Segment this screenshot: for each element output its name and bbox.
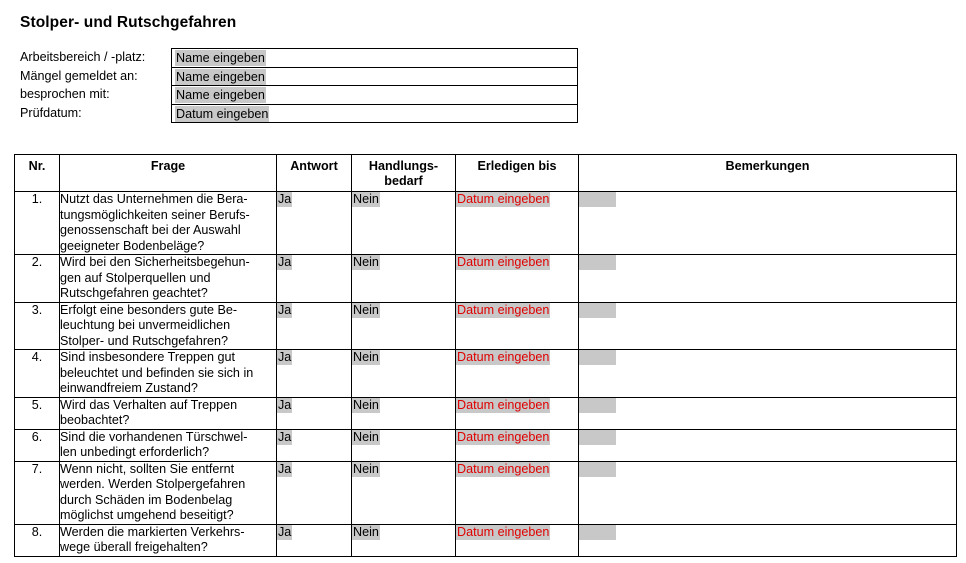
question-line: Wird das Verhalten auf Treppen [60, 397, 238, 412]
header-bemerkungen: Bemerkungen [579, 155, 957, 192]
meta-label: Prüfdatum: [20, 105, 82, 120]
question-cell [60, 524, 277, 556]
table-row [15, 429, 957, 461]
question-cell [60, 461, 277, 524]
header-antwort: Antwort [277, 155, 352, 192]
erledigen-cell [456, 461, 579, 524]
bemerkungen-field[interactable] [579, 255, 616, 270]
name-field[interactable]: Name eingeben [176, 69, 265, 84]
antwort-field[interactable]: Ja [278, 461, 292, 476]
bemerkungen-field[interactable] [579, 192, 616, 207]
checklist-table [14, 154, 957, 557]
erledigen-field[interactable]: Datum eingeben [457, 461, 550, 476]
bemerkungen-field[interactable] [579, 525, 616, 540]
table-row [15, 397, 957, 429]
meta-label: Arbeitsbereich / -platz: [20, 50, 146, 64]
header-handlungsbedarf-line2: bedarf [384, 174, 423, 188]
meta-input-box[interactable] [171, 48, 578, 67]
antwort-cell [277, 524, 352, 556]
header-handlungsbedarf-line1: Handlungs- [368, 159, 439, 173]
header-handlungsbedarf [352, 155, 456, 192]
antwort-cell [277, 255, 352, 303]
handlungsbedarf-field[interactable]: Nein [353, 397, 379, 412]
bemerkungen-cell [579, 461, 957, 524]
antwort-field[interactable]: Ja [278, 192, 292, 206]
bemerkungen-field[interactable] [579, 303, 616, 318]
question-line: genossenschaft bei der Auswahl [60, 223, 241, 237]
question-line: Rutschgefahren geachtet? [60, 286, 208, 300]
question-line: wege überall freigehalten? [60, 540, 208, 554]
erledigen-field[interactable]: Datum eingeben [457, 429, 550, 444]
erledigen-cell [456, 429, 579, 461]
handlungsbedarf-field[interactable]: Nein [353, 192, 379, 206]
question-line: Wenn nicht, sollten Sie entfernt [60, 461, 235, 476]
erledigen-field[interactable]: Datum eingeben [457, 397, 550, 412]
bemerkungen-cell [579, 302, 957, 350]
meta-input-box[interactable] [171, 85, 578, 104]
row-number: 4. [15, 350, 60, 398]
date-field[interactable]: Datum eingeben [176, 106, 269, 121]
erledigen-cell [456, 192, 579, 255]
antwort-field[interactable]: Ja [278, 397, 292, 412]
handlungsbedarf-field[interactable]: Nein [353, 255, 379, 269]
handlungsbedarf-field[interactable]: Nein [353, 429, 379, 444]
handlungsbedarf-field[interactable]: Nein [353, 461, 379, 476]
row-number: 1. [15, 192, 60, 255]
question-line: beobachtet? [60, 413, 130, 427]
bemerkungen-field[interactable] [579, 462, 616, 477]
meta-label: besprochen mit: [20, 87, 110, 101]
handlungsbedarf-cell [352, 461, 456, 524]
handlungsbedarf-cell [352, 302, 456, 350]
name-field[interactable]: Name eingeben [176, 51, 265, 65]
row-number: 2. [15, 255, 60, 303]
question-line: beleuchtet und befinden sie sich in [60, 365, 254, 380]
header-frage: Frage [60, 155, 277, 192]
handlungsbedarf-cell [352, 524, 456, 556]
question-line: Sind die vorhandenen Türschwel- [60, 429, 248, 444]
antwort-cell [277, 429, 352, 461]
question-line: Wird bei den Sicherheitsbegehun- [60, 255, 250, 269]
row-number: 6. [15, 429, 60, 461]
handlungsbedarf-cell [352, 429, 456, 461]
name-field[interactable]: Name eingeben [176, 88, 265, 102]
header-erledigen: Erledigen bis [456, 155, 579, 192]
question-cell [60, 429, 277, 461]
erledigen-field[interactable]: Datum eingeben [457, 524, 550, 539]
bemerkungen-cell [579, 255, 957, 303]
question-line: Erfolgt eine besonders gute Be- [60, 302, 238, 317]
antwort-field[interactable]: Ja [278, 255, 292, 269]
question-line: Stolper- und Rutschgefahren? [60, 333, 229, 348]
row-number: 3. [15, 302, 60, 350]
erledigen-field[interactable]: Datum eingeben [457, 255, 550, 269]
antwort-field[interactable]: Ja [278, 429, 292, 444]
handlungsbedarf-field[interactable]: Nein [353, 524, 379, 539]
table-row [15, 461, 957, 524]
question-cell [60, 255, 277, 303]
question-line: möglichst umgehend beseitigt? [60, 508, 234, 522]
question-line: Sind insbesondere Treppen gut [60, 350, 236, 364]
bemerkungen-cell [579, 192, 957, 255]
bemerkungen-cell [579, 397, 957, 429]
bemerkungen-field[interactable] [579, 430, 616, 445]
handlungsbedarf-cell [352, 350, 456, 398]
table-row [15, 192, 957, 255]
bemerkungen-cell [579, 429, 957, 461]
erledigen-field[interactable]: Datum eingeben [457, 192, 550, 206]
erledigen-cell [456, 397, 579, 429]
question-line: len unbedingt erforderlich? [60, 445, 210, 459]
erledigen-field[interactable]: Datum eingeben [457, 350, 550, 364]
table-header-row [15, 155, 957, 192]
table-row [15, 255, 957, 303]
question-line: durch Schäden im Bodenbelag [60, 492, 233, 507]
question-cell [60, 397, 277, 429]
bemerkungen-field[interactable] [579, 398, 616, 413]
handlungsbedarf-field[interactable]: Nein [353, 350, 379, 364]
antwort-cell [277, 461, 352, 524]
question-line: Werden die markierten Verkehrs- [60, 524, 245, 539]
handlungsbedarf-cell [352, 397, 456, 429]
handlungsbedarf-field[interactable]: Nein [353, 302, 379, 317]
question-line: leuchtung bei unvermeidlichen [60, 318, 231, 332]
meta-input-box[interactable] [171, 104, 578, 124]
erledigen-cell [456, 350, 579, 398]
erledigen-cell [456, 524, 579, 556]
handlungsbedarf-cell [352, 255, 456, 303]
page-title: Stolper- und Rutschgefahren [20, 14, 237, 31]
antwort-cell [277, 397, 352, 429]
question-cell [60, 192, 277, 255]
erledigen-cell [456, 302, 579, 350]
header-nr: Nr. [15, 155, 60, 192]
table-row [15, 302, 957, 350]
bemerkungen-cell [579, 524, 957, 556]
table-row [15, 350, 957, 398]
question-cell [60, 350, 277, 398]
table-row [15, 524, 957, 556]
erledigen-cell [456, 255, 579, 303]
erledigen-field[interactable]: Datum eingeben [457, 302, 550, 317]
bemerkungen-cell [579, 350, 957, 398]
question-line: gen auf Stolperquellen und [60, 270, 211, 285]
antwort-cell [277, 192, 352, 255]
question-cell [60, 302, 277, 350]
meta-input-box[interactable] [171, 67, 578, 86]
question-line: einwandfreiem Zustand? [60, 381, 198, 395]
antwort-field[interactable]: Ja [278, 524, 292, 539]
row-number: 5. [15, 397, 60, 429]
antwort-field[interactable]: Ja [278, 350, 292, 364]
bemerkungen-field[interactable] [579, 350, 616, 365]
handlungsbedarf-cell [352, 192, 456, 255]
antwort-cell [277, 350, 352, 398]
row-number: 7. [15, 461, 60, 524]
question-line: geeigneter Bodenbeläge? [60, 238, 205, 253]
question-line: Nutzt das Unternehmen die Bera- [60, 192, 248, 206]
question-line: werden. Werden Stolpergefahren [60, 477, 246, 491]
meta-label: Mängel gemeldet an: [20, 68, 138, 83]
question-line: tungsmöglichkeiten seiner Berufs- [60, 207, 250, 222]
antwort-cell [277, 302, 352, 350]
row-number: 8. [15, 524, 60, 556]
antwort-field[interactable]: Ja [278, 302, 292, 317]
